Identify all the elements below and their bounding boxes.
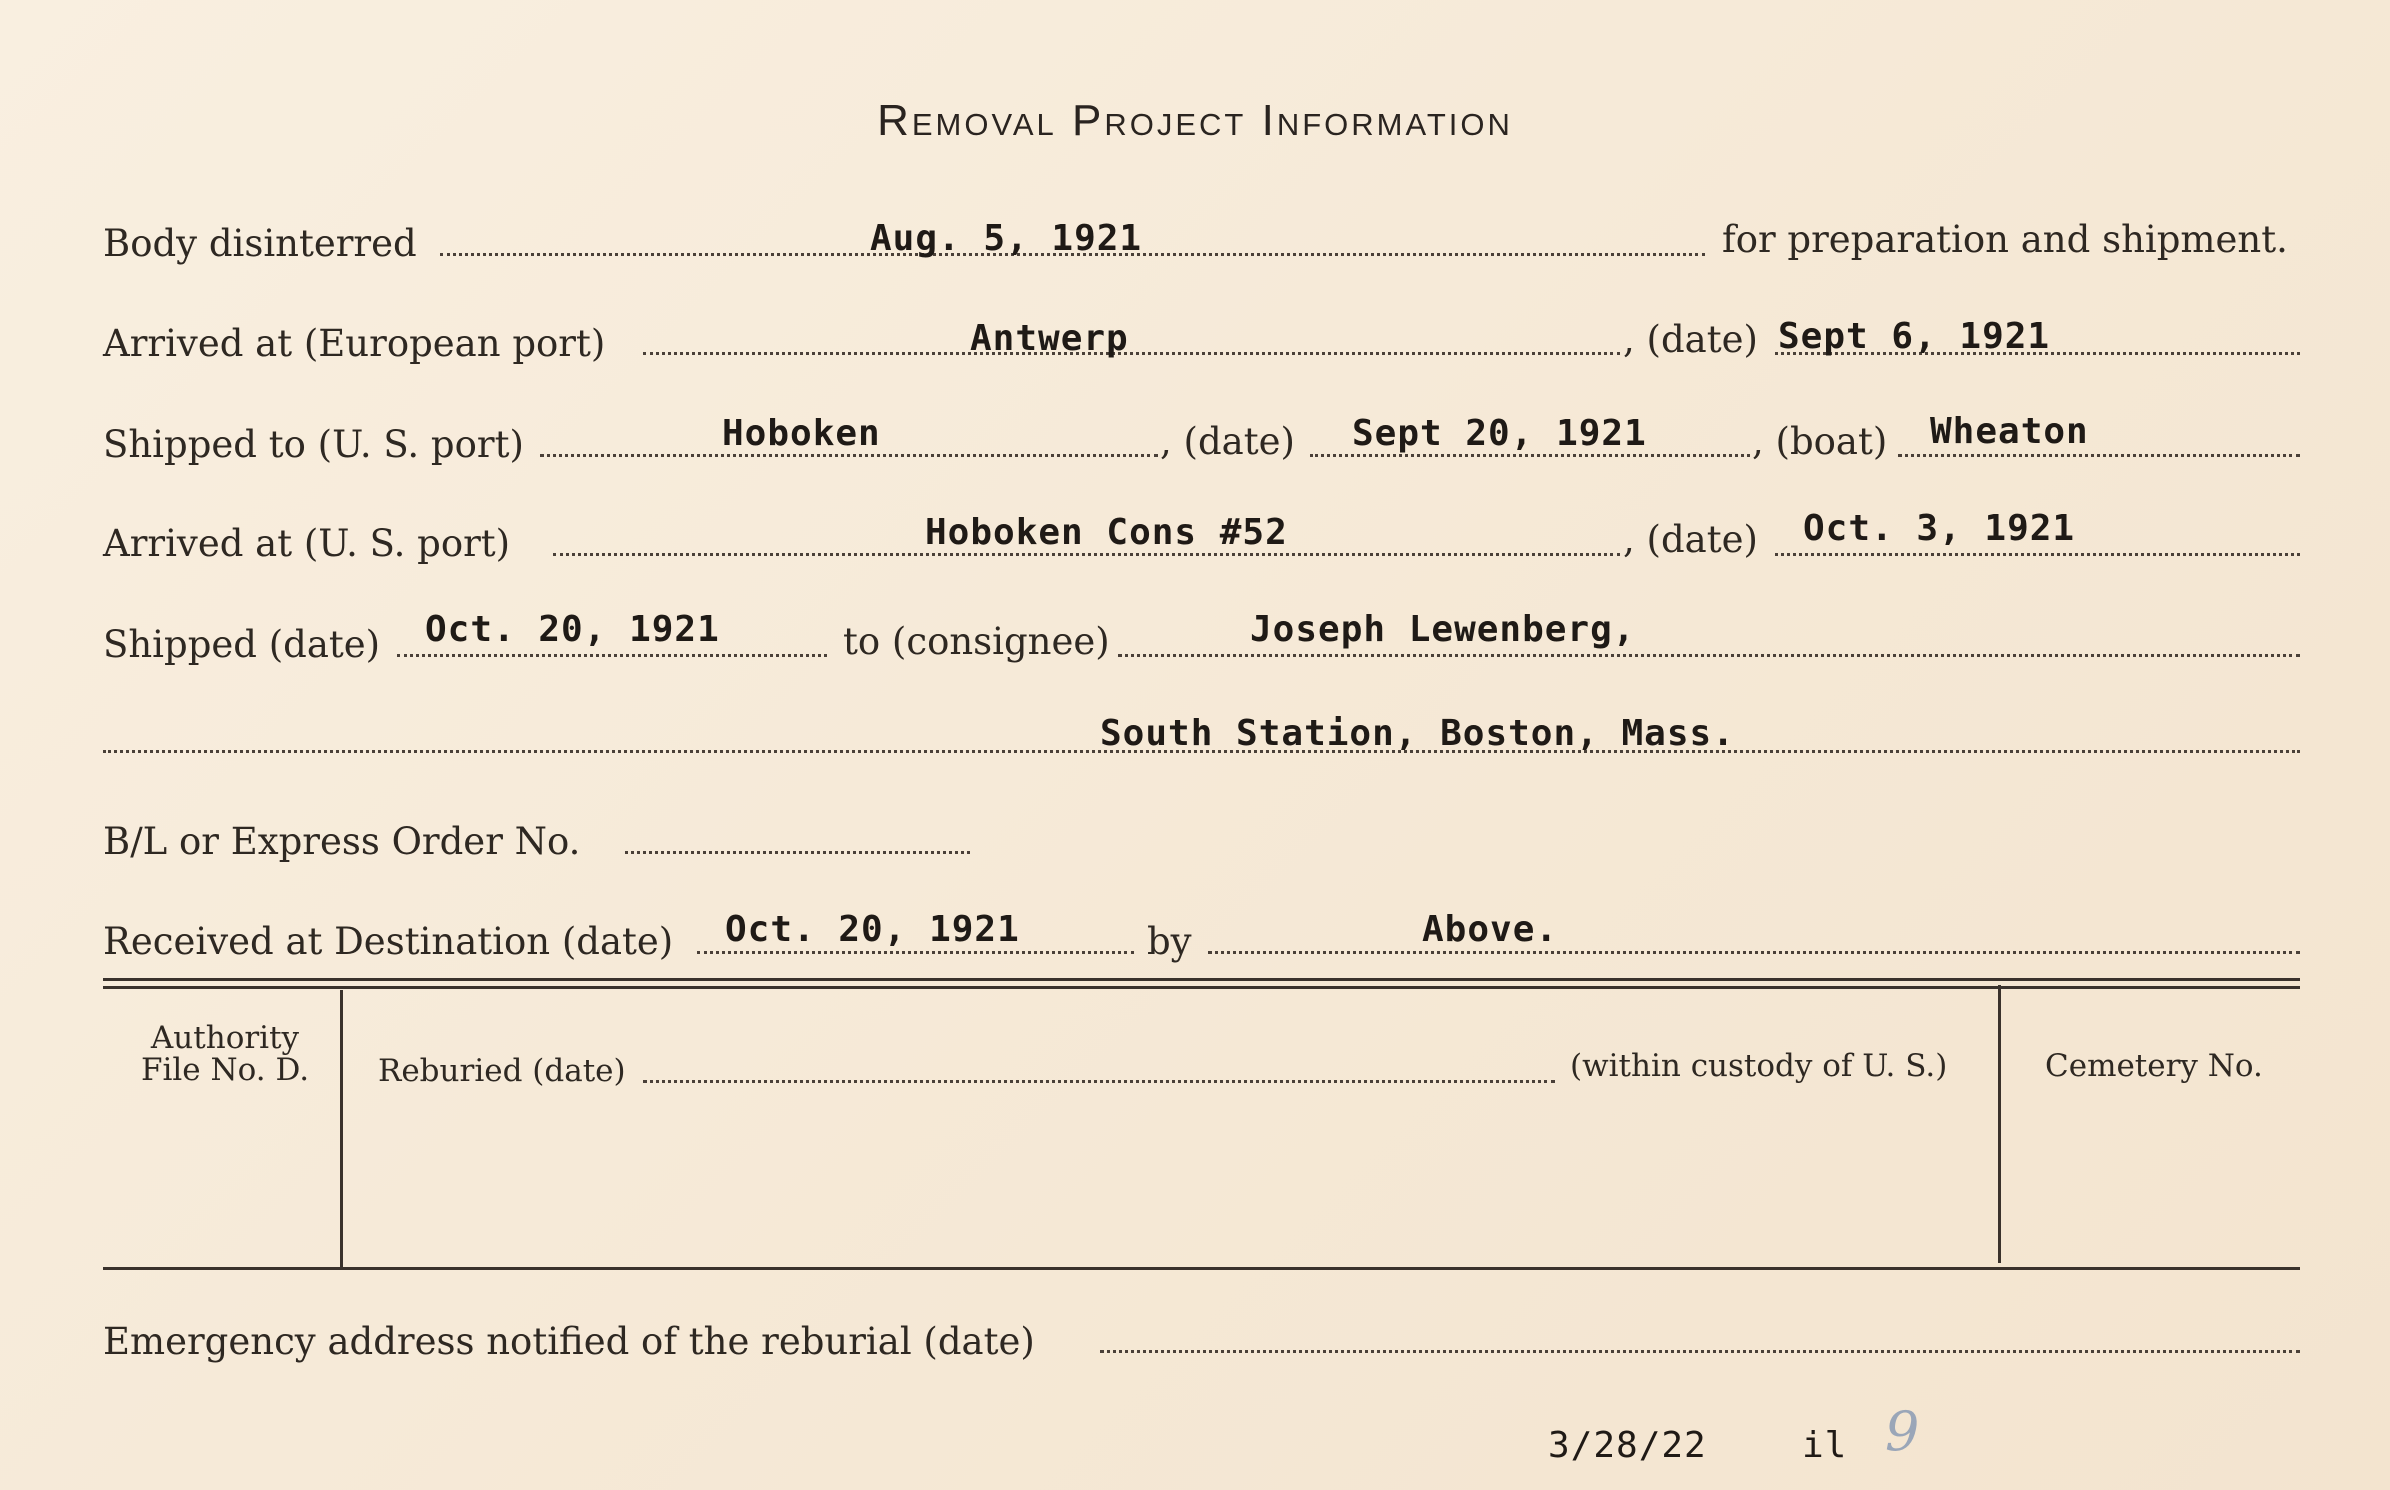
received-by-label: by [1147,920,1192,963]
arrived-us-value: Hoboken Cons #52 [925,512,1288,553]
authority-file-label [110,1022,340,1086]
arrived-us-line [553,553,1620,556]
arrived-european-date: Sept 6, 1921 [1778,316,2051,357]
emergency-label: Emergency address notified of the reburial (date) [103,1320,1035,1363]
arrived-european-line [643,352,1620,355]
bl-label: B/L or Express Order No. [103,820,581,863]
shipped-date-value: Oct. 20, 1921 [425,609,720,650]
shipped-us-date: Sept 20, 1921 [1352,413,1647,454]
arrived-us-date-line [1775,553,2300,556]
shipped-us-label: Shipped to (U. S. port) [103,423,524,466]
arrived-us-label: Arrived at (U. S. port) [103,522,511,565]
page-title: Removal Project Information [877,96,1513,145]
cemetery-label: Cemetery No. [2045,1048,2263,1084]
authority-line1: Authority [150,1020,300,1056]
arrived-us-date-label: , (date) [1623,518,1758,561]
reburied-line [643,1080,1555,1083]
arrived-european-value: Antwerp [970,318,1129,359]
consignee-label: to (consignee) [843,620,1110,663]
consignee-value: Joseph Lewenberg, [1250,609,1636,650]
table-bottom-rule [103,1267,2300,1270]
arrived-european-label: Arrived at (European port) [103,322,606,365]
body-disinterred-suffix: for preparation and shipment. [1722,218,2288,261]
received-label: Received at Destination (date) [103,920,674,963]
body-disinterred-value: Aug. 5, 1921 [870,218,1143,259]
footer-initials: il [1802,1425,1848,1466]
shipped-us-date-line [1310,454,1750,457]
consignee-line [1118,654,2300,657]
shipped-us-boat: Wheaton [1930,411,2089,452]
shipped-us-value: Hoboken [722,413,881,454]
arrived-us-date: Oct. 3, 1921 [1803,508,2076,549]
reburied-suffix: (within custody of U. S.) [1570,1048,1948,1084]
handwritten-mark: 9 [1885,1400,1920,1463]
bl-line [625,851,970,854]
received-by-line [1208,951,2300,954]
body-disinterred-label: Body disinterred [103,222,417,265]
authority-line2: File No. D. [140,1052,310,1088]
emergency-line [1100,1350,2300,1353]
consignee-address: South Station, Boston, Mass. [1100,713,1735,754]
footer-stamp-date: 3/28/22 [1548,1425,1707,1466]
shipped-us-boat-label: , (boat) [1752,420,1888,463]
table-top-rule-1 [103,978,2300,981]
shipped-date-label: Shipped (date) [103,623,381,666]
shipped-us-boat-line [1898,454,2300,457]
arrived-european-date-label: , (date) [1623,318,1758,361]
shipped-us-line [540,454,1158,457]
received-date: Oct. 20, 1921 [725,909,1020,950]
reburied-label: Reburied (date) [378,1053,626,1089]
received-by: Above. [1422,909,1559,950]
table-top-rule-2 [103,986,2300,989]
table-divider-left [340,990,343,1267]
received-date-line [697,951,1134,954]
shipped-us-date-label: , (date) [1160,420,1295,463]
shipped-date-line [397,654,827,657]
table-divider-right [1998,985,2001,1263]
